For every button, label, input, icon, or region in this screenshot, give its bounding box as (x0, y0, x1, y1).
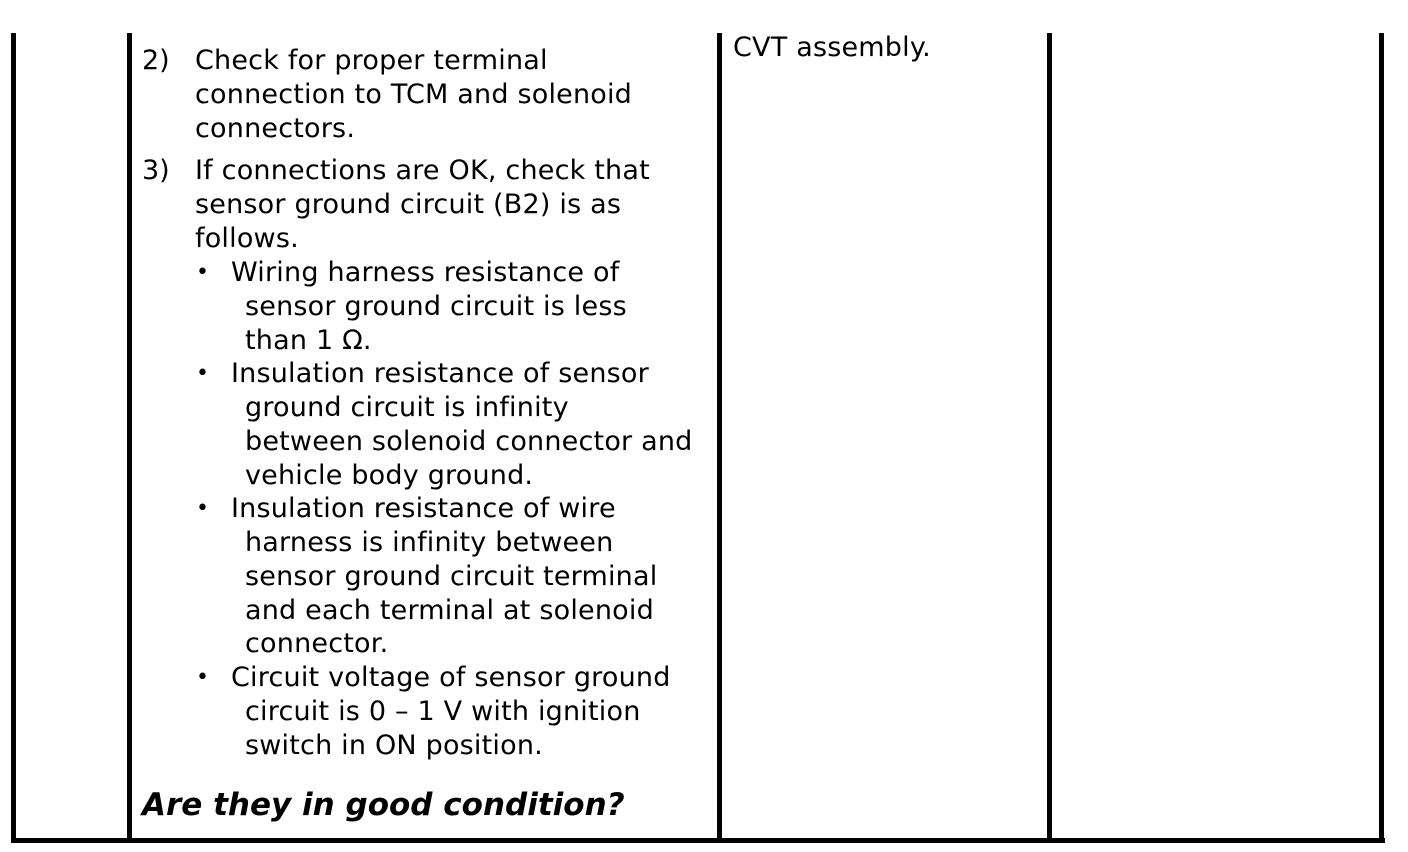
bullet-text-line: switch in ON position. (245, 730, 543, 761)
bullet-text-line: Wiring harness resistance of (231, 257, 620, 288)
table-column-divider-1 (127, 33, 132, 843)
step-number: 3) (142, 155, 170, 186)
bullet-text-line: harness is infinity between (245, 527, 614, 558)
step-text-line: sensor ground circuit (B2) is as (195, 189, 622, 220)
bullet-icon: • (196, 496, 209, 521)
bullet-text-line: sensor ground circuit terminal (245, 561, 658, 592)
table-border-right (1379, 33, 1384, 843)
bullet-icon: • (196, 260, 209, 285)
step-text-line: connection to TCM and solenoid (195, 79, 633, 110)
step-number: 2) (142, 45, 170, 76)
bullet-icon: • (196, 665, 209, 690)
table-column-divider-2 (717, 33, 722, 843)
bullet-text-line: connector. (245, 628, 389, 659)
step-text-line: follows. (195, 223, 299, 254)
table-border-left (11, 33, 16, 843)
step-text-line: Check for proper terminal (195, 45, 548, 76)
bullet-text-line: and each terminal at solenoid (245, 595, 654, 626)
bullet-text-line: circuit is 0 – 1 V with ignition (245, 696, 641, 727)
result-cell-text: CVT assembly. (733, 32, 931, 63)
bullet-text-line: ground circuit is infinity (245, 392, 569, 423)
bullet-text-line: sensor ground circuit is less (245, 291, 627, 322)
bullet-text-line: Insulation resistance of wire (231, 493, 616, 524)
table-column-divider-3 (1047, 33, 1052, 843)
bullet-icon: • (196, 361, 209, 386)
bullet-text-line: Circuit voltage of sensor ground (231, 662, 671, 693)
step-text-line: connectors. (195, 113, 356, 144)
question-heading: Are they in good condition? (142, 787, 625, 823)
table-border-bottom (11, 838, 1385, 843)
bullet-text-line: Insulation resistance of sensor (231, 358, 649, 389)
step-text-line: If connections are OK, check that (195, 155, 650, 186)
bullet-text-line: vehicle body ground. (245, 460, 534, 491)
bullet-text-line: between solenoid connector and (245, 426, 693, 457)
bullet-text-line: than 1 Ω. (245, 325, 372, 356)
